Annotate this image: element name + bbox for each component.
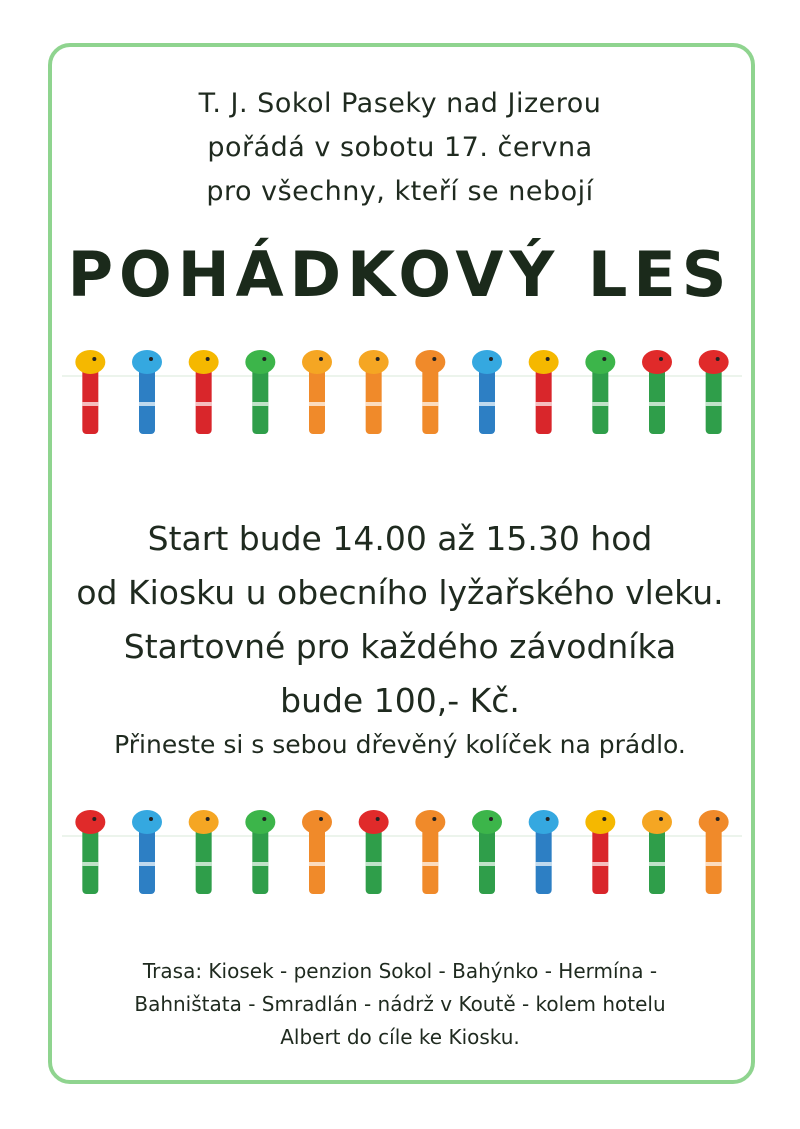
date-line: pořádá v sobotu 17. června	[207, 132, 593, 163]
elephant-clothespin-icon	[699, 810, 729, 894]
bird-clothespin-icon	[529, 810, 559, 894]
entry-fee-amount-line: bude 100,- Kč.	[280, 681, 520, 720]
flower-clothespin-icon	[75, 810, 105, 894]
giraffe-clothespin-icon	[359, 350, 389, 434]
clothespin-row-top	[62, 340, 742, 450]
frog-clothespin-icon	[585, 350, 615, 434]
flower-clothespin-icon	[699, 350, 729, 434]
giraffe-clothespin-icon	[642, 810, 672, 894]
bee-clothespin-icon	[189, 350, 219, 434]
giraffe-clothespin-icon	[302, 350, 332, 434]
frog-clothespin-icon	[245, 810, 275, 894]
bee-clothespin-icon	[585, 810, 615, 894]
bird-clothespin-icon	[132, 350, 162, 434]
bird-clothespin-icon	[472, 350, 502, 434]
start-location-line: od Kiosku u obecního lyžařského vleku.	[76, 573, 724, 612]
flower-clothespin-icon	[642, 350, 672, 434]
start-time-line: Start bude 14.00 až 15.30 hod	[147, 519, 653, 558]
flower-clothespin-icon	[359, 810, 389, 894]
bird-clothespin-icon	[132, 810, 162, 894]
bee-clothespin-icon	[75, 350, 105, 434]
route-line: Trasa: Kiosek - penzion Sokol - Bahýnko - Hermína -	[142, 959, 658, 983]
frog-clothespin-icon	[472, 810, 502, 894]
bring-clothespin-note: Přineste si s sebou dřevěný kolíček na prádlo.	[114, 730, 686, 759]
frog-clothespin-icon	[245, 350, 275, 434]
bee-clothespin-icon	[529, 350, 559, 434]
clothespin-row-bottom	[62, 800, 742, 910]
poster-intro	[0, 82, 800, 214]
audience-line: pro všechny, kteří se nebojí	[206, 176, 594, 207]
entry-fee-line: Startovné pro každého závodníka	[123, 627, 677, 666]
route-description	[0, 955, 800, 1054]
poster-title: POHÁDKOVÝ LES	[67, 238, 733, 311]
elephant-clothespin-icon	[415, 810, 445, 894]
giraffe-clothespin-icon	[189, 810, 219, 894]
route-line: Albert do cíle ke Kiosku.	[280, 1025, 520, 1049]
elephant-clothespin-icon	[415, 350, 445, 434]
organizer-line: T. J. Sokol Paseky nad Jizerou	[198, 88, 602, 119]
route-line: Bahništata - Smradlán - nádrž v Koutě - kolem hotelu	[134, 992, 666, 1016]
event-details	[0, 512, 800, 728]
elephant-clothespin-icon	[302, 810, 332, 894]
